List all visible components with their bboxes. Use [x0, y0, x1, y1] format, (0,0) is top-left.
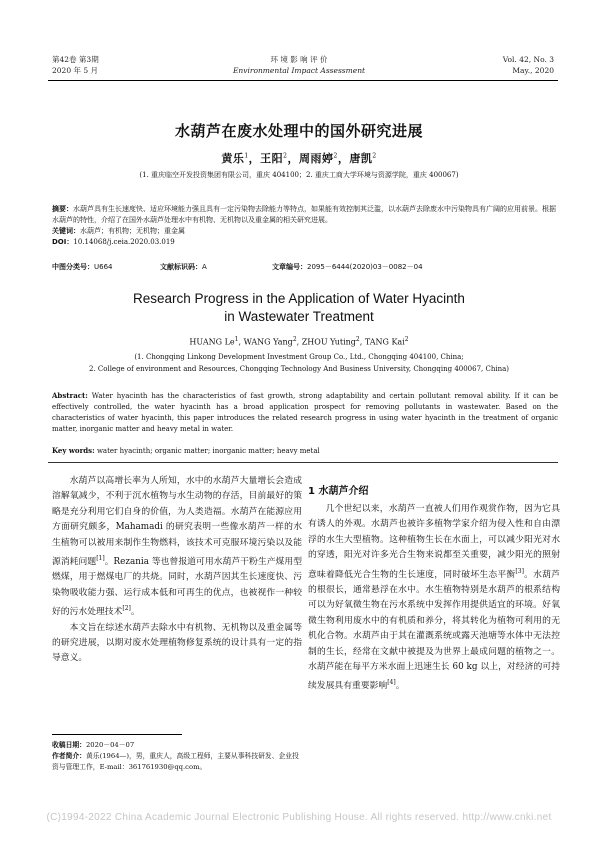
author-bio-text: 黄乐(1964—)，男，重庆人，高级工程师，主要从事科技研发、企业投资与管理工作，E-mail：361761930@qq.com。 [52, 752, 299, 771]
keywords-en [52, 446, 558, 455]
keywords-cn [52, 226, 558, 237]
doc-code-label: 文献标识码： [160, 263, 202, 271]
body-paragraph: 本文旨在综述水葫芦去除水中有机物、无机物以及重金属等的研究进展，以期对废水处理植物修复系统的设计具有一定的指导意义。 [52, 622, 302, 664]
clc-label: 中图分类号： [52, 263, 94, 271]
body-column-left [52, 474, 302, 667]
journal-name-en: Environmental Impact Assessment [232, 66, 366, 75]
article-no-value: 2095－6444(2020)03－0082－04 [307, 263, 423, 271]
footnote [52, 740, 302, 773]
citation-ref: [2] [122, 605, 131, 613]
header-date-en: May., 2020 [512, 66, 554, 75]
author-name-en: ZHOU Yuting [301, 337, 356, 347]
header-date-cn: 2020 年 5 月 [52, 66, 99, 75]
doi-label: DOI： [52, 238, 74, 246]
abstract-cn-label: 摘要： [52, 205, 73, 213]
header-rule [48, 80, 558, 81]
author-bio-label: 作者简介： [52, 752, 86, 760]
received-line [52, 740, 302, 751]
keywords-cn-label: 关键词： [52, 227, 80, 235]
author-name-en: TANG Kai [364, 337, 405, 347]
body-paragraph: 水葫芦以高增长率为人所知，水中的水葫芦大量增长会造成溶解氧减少，不利于沉水植物与水生动物的存活，目前最好的策略是充分利用它们自身的价值，为人类造福。水葫芦在能源应用方面研究颇多，Mahamadi 的研究表明一些像水葫芦一样的水生植物可以被用来制作生物燃料，该技术可克服环境污染以及能源消耗问题[1]。Rezania 等也曾报道可用水葫芦干粉生产煤用型燃煤，用于燃煤电厂的共烧。同时，水葫芦因其生长速度快、污染物吸收能力强、运行成本低和可再生的优点，也被视作一种较好的污水处理技术[2]。 [52, 476, 302, 618]
article-no-label: 文章编号： [272, 263, 307, 271]
title-en-line1: Research Progress in the Application of Water Hyacinth [133, 291, 465, 306]
abstract-en-text: Water hyacinth has the characteristics of fast growth, strong adaptability and certain pollutant removal ability. If it can be effectively controlled, the water hyacinth has a broad application prospect for removing pollutants in wastewater. Based on the characteristics of water hyacinth, this paper introduces the related research progress in using water hyacinth in the treatment of organic matter, inorganic matter and heavy metal in water. [52, 392, 558, 433]
received-label: 收稿日期： [52, 741, 86, 749]
citation-ref: [3] [515, 567, 524, 575]
authors-cn: 黄乐$^1$，王阳$^2$，周雨婷$^2$，唐凯$^2$ [221, 152, 377, 165]
author-name-en: WANG Yang [243, 337, 293, 347]
author-name: 黄乐 [221, 152, 245, 165]
affiliation-cn: (1. 重庆临空开发投资集团有限公司，重庆 404100；2. 重庆工商大学环境与资源学院，重庆 400067) [139, 171, 459, 179]
header-volume: 第42卷 第3期 [52, 55, 99, 64]
author-name: 周雨婷 [299, 152, 334, 165]
author-name: 王阳 [260, 152, 284, 165]
section-heading: 1 水葫芦介绍 [308, 486, 369, 497]
abstract-cn-text: 水葫芦具有生长速度快、适应环境能力强且具有一定污染物去除能力等特点，如果能有效控制其泛滥，以水葫芦去除废水中污染物具有广阔的应用前景。根据水葫芦的特性，介绍了在国外水葫芦处理水中有机物、无机物以及重金属的相关研究进展。 [52, 205, 556, 224]
affiliation-en-2: 2. College of environment and Resources, Chongqing Technology And Business University, Chongqing 400067, China) [88, 365, 510, 373]
copyright-watermark: (C)1994-2022 China Academic Journal Electronic Publishing House. All rights reserved. http://www.cnki.net [46, 812, 552, 823]
keywords-cn-text: 水葫芦；有机物；无机物；重金属 [80, 227, 185, 235]
abstract-cn-block [52, 204, 558, 248]
doc-code-value: A [202, 263, 207, 271]
received-date: 2020－04－07 [85, 741, 135, 749]
citation-ref: [4] [387, 679, 396, 687]
abstract-en-label: Abstract: [52, 391, 88, 400]
abstract-rule [48, 462, 558, 463]
authors-en: HUANG Le$^1$, WANG Yang$^2$, ZHOU Yuting$^2$, TANG Kai$^2$ [189, 336, 409, 347]
title-en-line2: in Wastewater Treatment [224, 309, 374, 324]
abstract-en [52, 390, 558, 435]
header-volume-en-line: Vol. 42, No. 3 [502, 55, 554, 64]
body-paragraph: 几个世纪以来，水葫芦一直被人们用作观赏作物，因为它具有诱人的外观。水葫芦也被许多植物学家介绍为侵入性和自由漂浮的水生大型植物。这种植物生长在水面上，可以减少阳光对水的穿透，阳光对许多光合生物来说都至关重要，减少阳光的照射意味着降低光合生物的生长速度，同时破坏生态平衡[3]。水葫芦的根很长，通常悬浮在水中。水生植物特别是水葫芦的根系结构可以为好氧微生物在污水系统中发挥作用提供适宜的环境。好氧微生物利用废水中的有机质和养分，将其转化为植物可利用的无机化合物。水葫芦由于其在灌溉系统或露天池塘等水体中无法控制的生长，经常在文献中被提及为世界上最成问题的植物之一。水葫芦能在每平方米水面上迅速生长 60 kg 以上，对经济的可持续发展具有重要影响[4]。 [308, 504, 560, 692]
footnote-rule [52, 734, 182, 735]
paper-title-en [0, 290, 598, 326]
author-name-en: HUANG Le [189, 337, 235, 347]
abstract-cn [52, 204, 558, 226]
clc-value: U664 [94, 263, 113, 271]
doi-line [52, 237, 558, 248]
citation-ref: [1] [96, 555, 105, 563]
paper-title-cn: 水葫芦在废水处理中的国外研究进展 [174, 122, 423, 140]
doi-value: 10.14068/j.ceia.2020.03.019 [73, 238, 175, 246]
keywords-en-label: Key words: [52, 446, 95, 455]
affiliation-en-1: (1. Chongqing Linkong Development Investment Group Co., Ltd., Chongqing 404100, China; [134, 353, 464, 361]
body-column-right [308, 502, 560, 695]
header-volume-en [503, 54, 554, 76]
journal-name-cn: 环 境 影 响 评 价 [270, 55, 328, 64]
keywords-en-text: water hyacinth; organic matter; inorganic matter; heavy metal [96, 447, 320, 455]
author-name: 唐凯 [349, 152, 373, 165]
author-bio [52, 751, 302, 773]
